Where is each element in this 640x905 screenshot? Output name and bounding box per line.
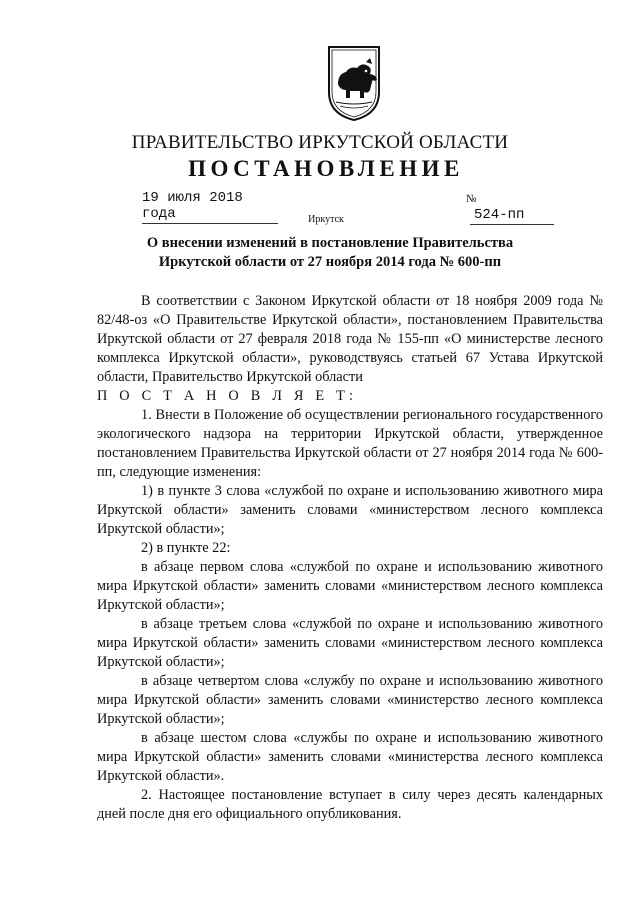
number-sign: № (466, 193, 477, 205)
item-2-paragraph: 2. Настоящее постановление вступает в силу через десять календарных дней после дня его официального опубликования. (97, 787, 603, 822)
decree-word: П О С Т А Н О В Л Я Е Т: (97, 388, 358, 404)
item-1-paragraph: 1. Внести в Положение об осуществлении регионального государственного экологического надзора на территории Иркутской области, утвержденное постановлением Правительства Иркутской области от 27 ноября 2014 года № 600-пп, следующие изменения: (97, 407, 603, 480)
heading-line-1: О внесении изменений в постановление Правительства (146, 235, 514, 251)
item-1-2-paragraph: 2) в пункте 22: (141, 540, 231, 556)
preamble-paragraph: В соответствии с Законом Иркутской области от 18 ноября 2009 года № 82/48-оз «О Правительстве Иркутской области», постановлением Правительства Иркутской области от 27 февраля 2018 года № 155-пп «О министерстве лесного комплекса Иркутской области», руководствуясь статьей 67 Устава Иркутской области, Правительство Иркутской области (97, 293, 603, 385)
item-1-2a-paragraph: в абзаце первом слова «службой по охране и использованию животного мира Иркутской области» заменить словами «министерством лесного комплекса Иркутской области»; (97, 559, 603, 613)
document-number: 524-пп (470, 207, 554, 225)
item-1-2c-paragraph: в абзаце четвертом слова «службу по охране и использованию животного мира Иркутской области» заменить словами «министерство лесного комплекса Иркутской области»; (97, 673, 603, 727)
document-heading (110, 234, 550, 272)
item-1-2b-paragraph: в абзаце третьем слова «службой по охране и использованию животного мира Иркутской области» заменить словами «министерством лесного комплекса Иркутской области»; (97, 616, 603, 670)
heading-line-2: Иркутской области от 27 ноября 2014 года № 600-пп (158, 254, 502, 270)
government-title: ПРАВИТЕЛЬСТВО ИРКУТСКОЙ ОБЛАСТИ (131, 132, 509, 153)
coat-of-arms-icon (326, 44, 382, 122)
document-date: 19 июля 2018 года (142, 190, 278, 224)
item-1-2d-paragraph: в абзаце шестом слова «службы по охране и использованию животного мира Иркутской области» заменить словами «министерства лесного комплекса Иркутской области». (97, 730, 603, 784)
city-name: Иркутск (308, 214, 344, 225)
document-type: ПОСТАНОВЛЕНИЕ (188, 156, 464, 181)
document-body (97, 292, 603, 824)
item-1-1-paragraph: 1) в пункте 3 слова «службой по охране и использованию животного мира Иркутской области» заменить словами «министерством лесного комплекса Иркутской области»; (97, 483, 603, 537)
